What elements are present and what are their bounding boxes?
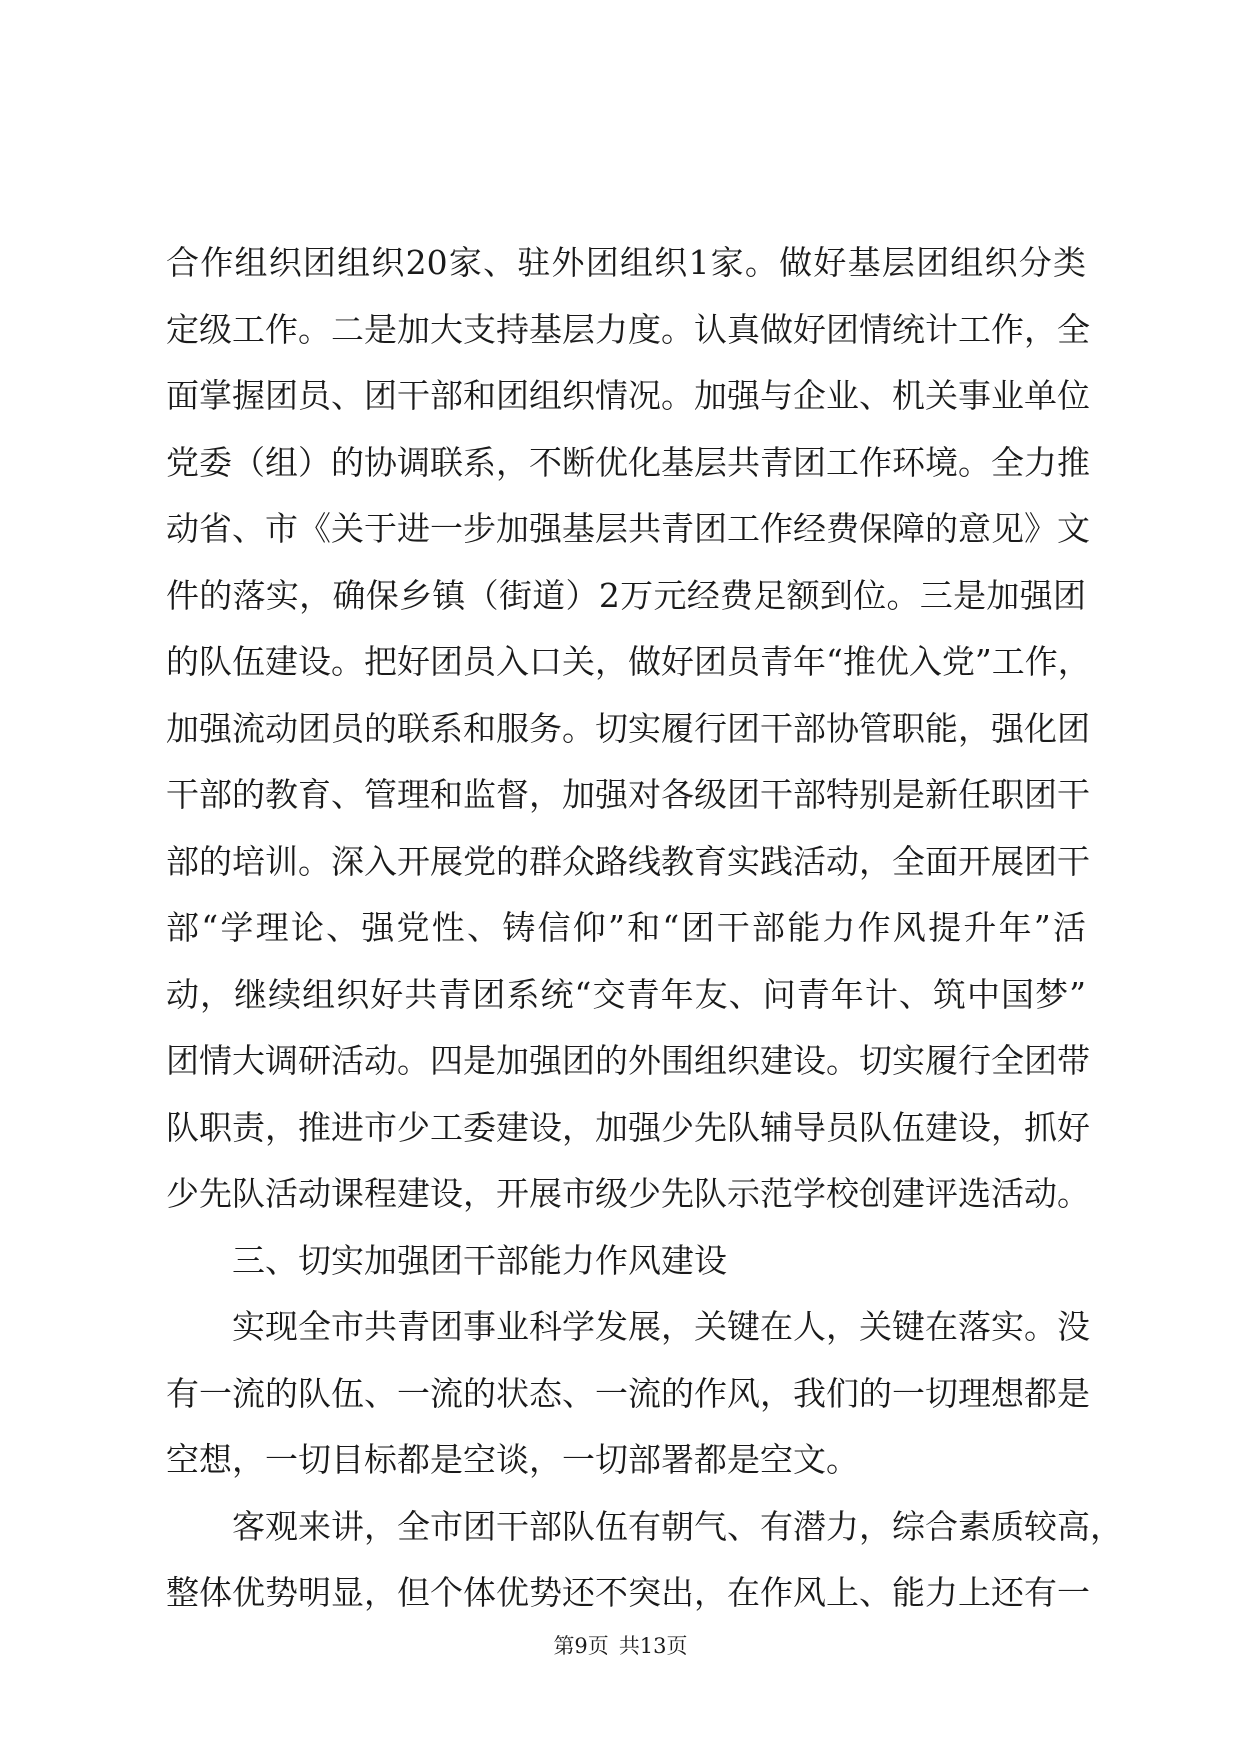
text-line: 有一流的队伍、一流的状态、一流的作风，我们的一切理想都是 xyxy=(166,1373,1090,1413)
text-line: 空想，一切目标都是空谈，一切部署都是空文。 xyxy=(166,1440,859,1479)
text-line: 动省、市《关于进一步加强基层共青团工作经费保障的意见》文 xyxy=(166,509,1090,548)
text-line: 面掌握团员、团干部和团组织情况。加强与企业、机关事业单位 xyxy=(166,376,1090,415)
text-line: 部的培训。深入开展党的群众路线教育实践活动，全面开展团干 xyxy=(166,841,1090,881)
text-line: 队职责，推进市少工委建设，加强少先队辅导员队伍建设，抓好 xyxy=(166,1107,1090,1147)
text-line: 件的落实，确保乡镇（街道）2万元经费足额到位。三是加强团 xyxy=(166,575,1086,615)
text-line: 的队伍建设。把好团员入口关，做好团员青年“推优入党”工作， xyxy=(166,642,1091,681)
body-text xyxy=(166,230,1123,1627)
section-heading: 三、切实加强团干部能力作风建设 xyxy=(232,1240,727,1280)
text-line: 动，继续组织好共青团系统“交青年友、问青年计、筑中国梦” xyxy=(166,974,1086,1014)
text-line: 整体优势明显，但个体优势还不突出，在作风上、能力上还有一 xyxy=(166,1573,1090,1612)
page-footer xyxy=(0,1632,1241,1660)
text-line: 客观来讲，全市团干部队伍有朝气、有潜力，综合素质较高， xyxy=(232,1506,1123,1546)
text-line: 团情大调研活动。四是加强团的外围组织建设。切实履行全团带 xyxy=(166,1041,1090,1080)
text-line: 党委（组）的协调联系，不断优化基层共青团工作环境。全力推 xyxy=(166,442,1090,482)
text-line: 实现全市共青团事业科学发展，关键在人，关键在落实。没 xyxy=(232,1307,1090,1346)
text-line: 定级工作。二是加大支持基层力度。认真做好团情统计工作，全 xyxy=(166,309,1090,349)
text-line: 加强流动团员的联系和服务。切实履行团干部协管职能，强化团 xyxy=(166,708,1090,748)
text-line: 部“学理论、强党性、铸信仰”和“团干部能力作风提升年”活 xyxy=(166,908,1086,947)
page-total: 共13页 xyxy=(618,1634,688,1658)
text-line: 合作组织团组织20家、驻外团组织1家。做好基层团组织分类 xyxy=(166,243,1086,282)
text-line: 干部的教育、管理和监督，加强对各级团干部特别是新任职团干 xyxy=(166,775,1090,814)
page-number: 第9页 xyxy=(553,1634,609,1658)
text-line: 少先队活动课程建设，开展市级少先队示范学校创建评选活动。 xyxy=(166,1174,1090,1213)
